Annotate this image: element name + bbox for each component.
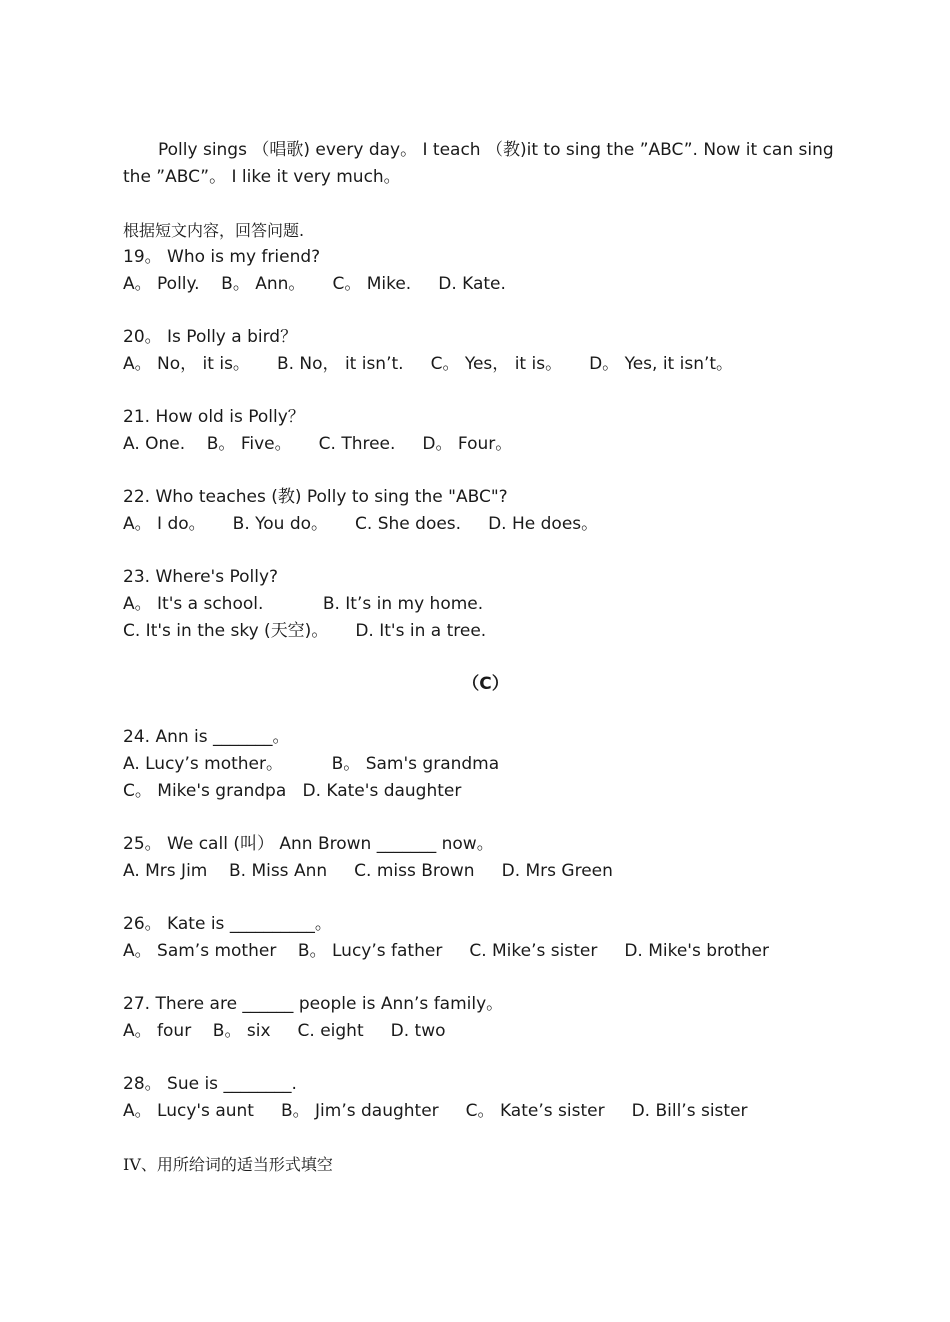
question-options: A。 No， it is。 B. No， it isn’t. C。 Yes， it is。 D。 Yes, it isn’t。 bbox=[123, 354, 734, 374]
question-options: A。 It's a school. B. It’s in my home. bbox=[123, 594, 484, 614]
passage-line-1: Polly sings （唱歌) every day。 I teach （教)it to sing the ”ABC”. Now it can sing bbox=[158, 140, 834, 160]
question-text: 27. There are ______ people is Ann’s family。 bbox=[123, 994, 504, 1014]
question-text: 25。 We call (叫） Ann Brown _______ now。 bbox=[123, 834, 494, 854]
section-c-heading: （C） bbox=[462, 674, 509, 694]
question-text: 24. Ann is _______。 bbox=[123, 727, 290, 747]
question-22 bbox=[123, 484, 848, 538]
question-text: 28。 Sue is ________. bbox=[123, 1074, 297, 1094]
question-options: A。 Sam’s mother B。 Lucy’s father C. Mike’s sister D. Mike's brother bbox=[123, 941, 769, 961]
question-21 bbox=[123, 404, 848, 458]
question-28 bbox=[123, 1071, 848, 1125]
question-24 bbox=[123, 724, 848, 805]
question-options: C。 Mike's grandpa D. Kate's daughter bbox=[123, 781, 462, 801]
section-iv-heading: IV、用所给词的适当形式填空 bbox=[123, 1155, 333, 1174]
question-options: A。 four B。 six C. eight D. two bbox=[123, 1021, 446, 1041]
question-options: A。 I do。 B. You do。 C. She does. D. He does。 bbox=[123, 514, 599, 534]
question-26 bbox=[123, 911, 848, 965]
question-options: A。 Lucy's aunt B。 Jim’s daughter C。 Kate’s sister D. Bill’s sister bbox=[123, 1101, 748, 1121]
question-23 bbox=[123, 564, 848, 645]
question-text: 23. Where's Polly? bbox=[123, 567, 279, 587]
question-options: A. Lucy’s mother。 B。 Sam's grandma bbox=[123, 754, 500, 774]
worksheet-page bbox=[123, 137, 848, 1178]
question-text: 19。 Who is my friend? bbox=[123, 247, 321, 267]
question-27 bbox=[123, 991, 848, 1045]
question-options: A. One. B。 Five。 C. Three. D。 Four。 bbox=[123, 434, 513, 454]
passage-line-2: the ”ABC”。 I like it very much。 bbox=[123, 167, 401, 187]
question-options: A。 Polly. B。 Ann。 C。 Mike. D. Kate. bbox=[123, 274, 506, 294]
question-25 bbox=[123, 831, 848, 885]
question-options: C. It's in the sky (天空)。 D. It's in a tree. bbox=[123, 621, 487, 641]
question-text: 21. How old is Polly？ bbox=[123, 407, 305, 427]
question-options: A. Mrs Jim B. Miss Ann C. miss Brown D. Mrs Green bbox=[123, 861, 613, 881]
instruction: 根据短文内容，回答问题. bbox=[123, 221, 305, 240]
question-text: 26。 Kate is __________。 bbox=[123, 914, 332, 934]
question-20 bbox=[123, 324, 848, 378]
question-text: 20。 Is Polly a bird？ bbox=[123, 327, 298, 347]
question-text: 22. Who teaches (教) Polly to sing the "ABC"? bbox=[123, 487, 508, 507]
question-19 bbox=[123, 244, 848, 298]
